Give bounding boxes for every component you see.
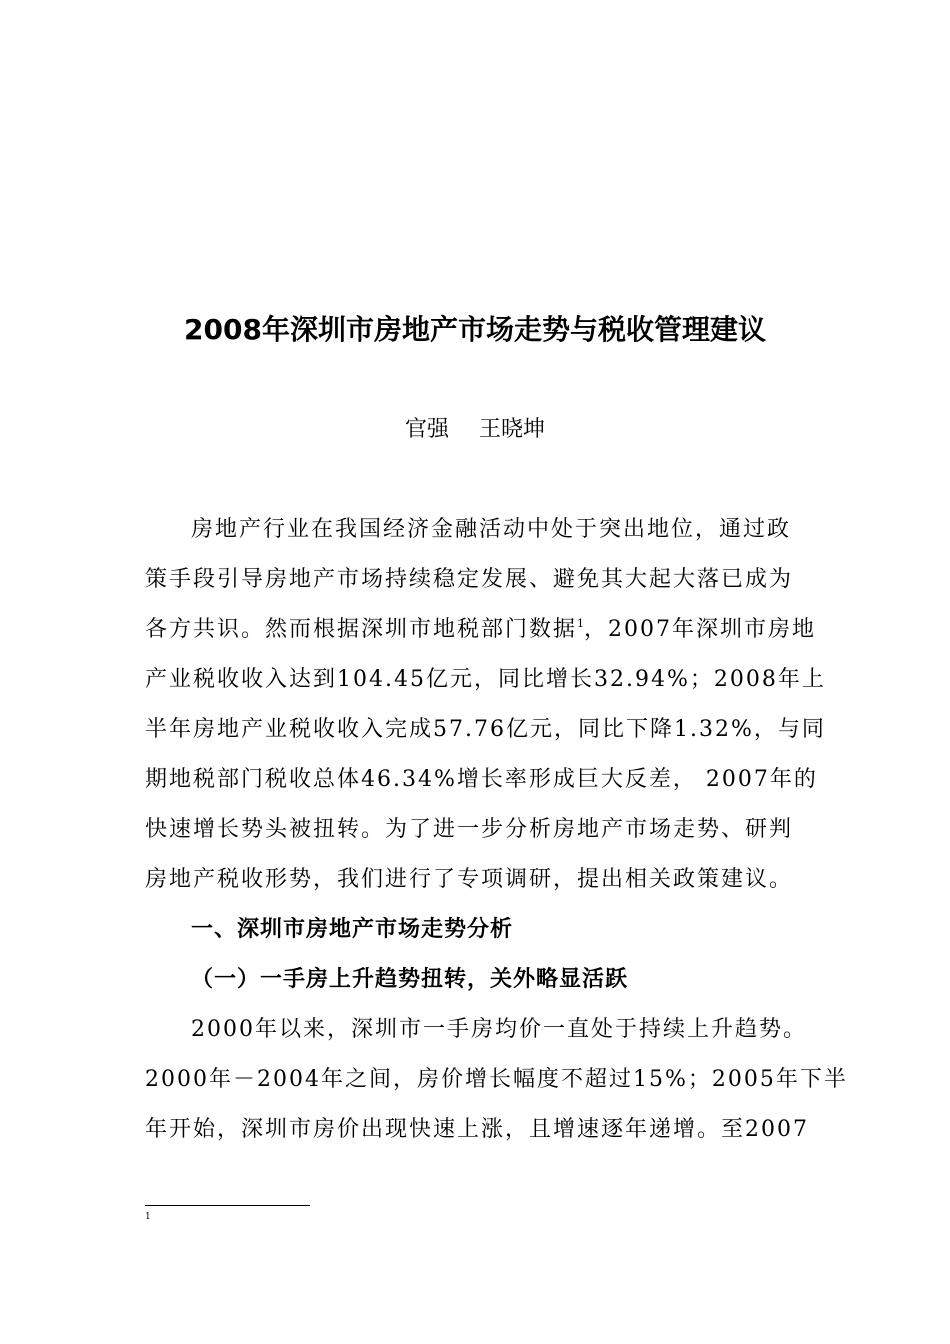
body-line: 年开始，深圳市房价出现快速上涨，且增速逐年递增。至2007 — [145, 1117, 809, 1142]
body-line: 2000年－2004年之间，房价增长幅度不超过15%；2005年下半 — [145, 1067, 848, 1092]
subsection-heading: （一）一手房上升趋势扭转，关外略显活跃 — [191, 967, 629, 992]
author-name: 王晓坤 — [479, 417, 546, 442]
author-name: 官强 — [404, 417, 449, 442]
document-title: 2008年深圳市房地产市场走势与税收管理建议 — [184, 313, 766, 346]
body-line: 策手段引导房地产市场持续稳定发展、避免其大起大落已成为 — [145, 567, 794, 592]
footnote-reference[interactable]: 1 — [577, 617, 585, 630]
body-text: ，2007年深圳市房地 — [584, 617, 817, 642]
section-heading: 一、深圳市房地产市场走势分析 — [191, 917, 514, 942]
body-line: 房地产税收形势，我们进行了专项调研，提出相关政策建议。 — [145, 867, 794, 892]
author-list — [0, 414, 950, 446]
footnote-divider — [145, 1205, 310, 1206]
body-line: 期地税部门税收总体46.34%增长率形成巨大反差， 2007年的 — [145, 767, 818, 792]
body-line — [145, 608, 817, 658]
document-body — [145, 508, 848, 1158]
body-text: 各方共识。然而根据深圳市地税部门数据 — [145, 617, 578, 642]
body-line: 房地产行业在我国经济金融活动中处于突出地位，通过政 — [191, 517, 792, 542]
footnote-number: 1 — [145, 1212, 151, 1222]
body-line: 半年房地产业税收收入完成57.76亿元，同比下降1.32%，与同 — [145, 717, 826, 742]
body-line: 快速增长势头被扭转。为了进一步分析房地产市场走势、研判 — [145, 817, 794, 842]
body-line: 产业税收收入达到104.45亿元，同比增长32.94%；2008年上 — [145, 667, 826, 692]
body-line: 2000年以来，深圳市一手房均价一直处于持续上升趋势。 — [191, 1017, 807, 1042]
